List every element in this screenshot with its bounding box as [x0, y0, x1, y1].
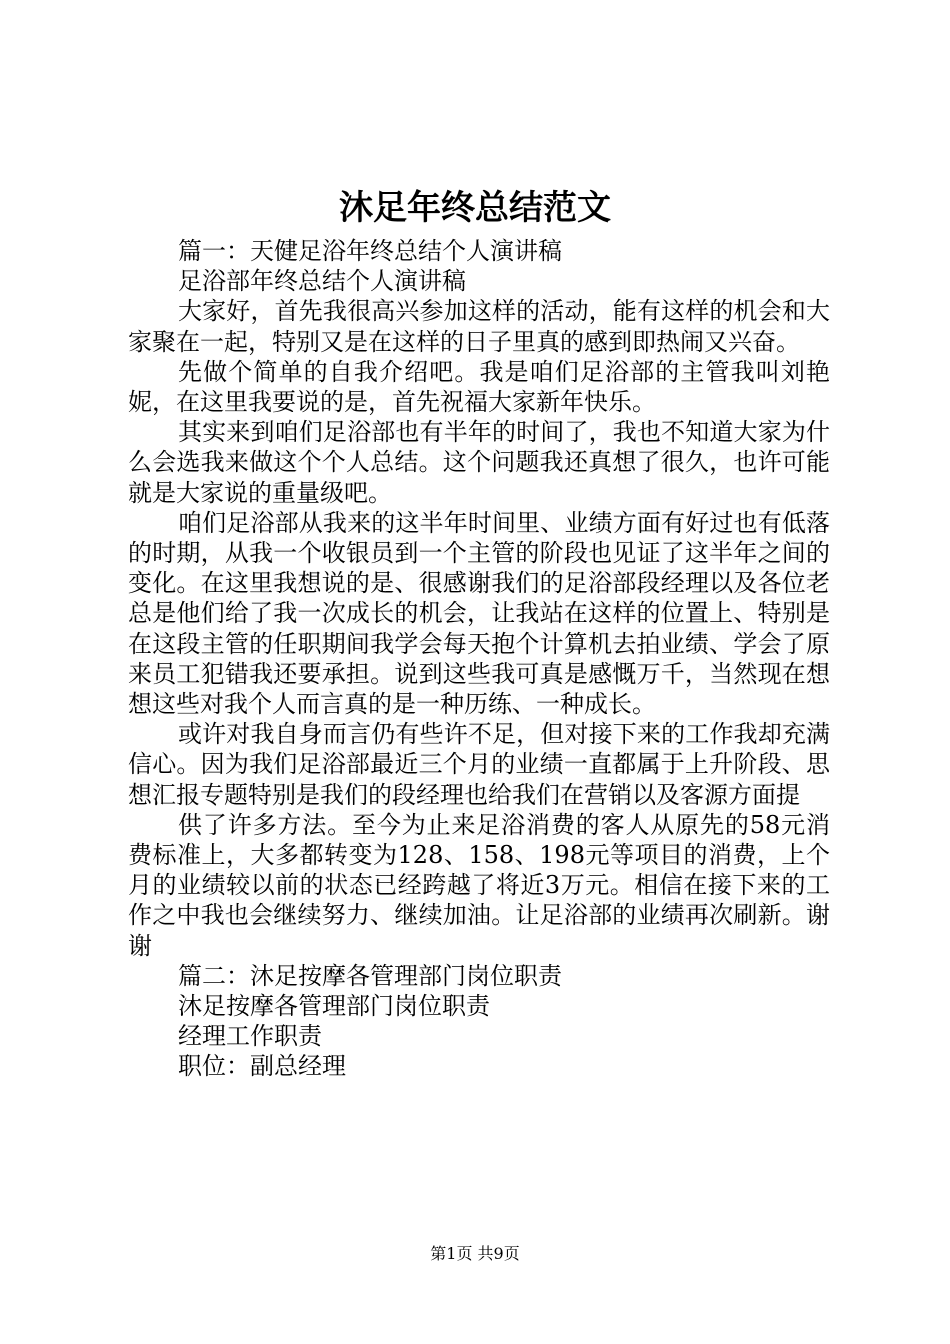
section-heading: 篇一：天健足浴年终总结个人演讲稿 — [178, 237, 562, 265]
paragraph: 先做个简单的自我介绍吧。我是咱们足浴部的主管我叫刘艳妮，在这里我要说的是，首先祝福大家新年快乐。 — [128, 357, 830, 417]
paragraph: 其实来到咱们足浴部也有半年的时间了，我也不知道大家为什么会选我来做这个个人总结。这个问题我还真想了很久，也许可能就是大家说的重量级吧。 — [128, 418, 830, 507]
section-heading: 篇二：沐足按摩各管理部门岗位职责 — [178, 961, 562, 990]
page-footer: 第1页 共9页 — [430, 1244, 520, 1263]
document-body — [128, 236, 830, 1082]
subheading: 沐足按摩各管理部门岗位职责 — [178, 992, 490, 1021]
paragraph: 大家好，首先我很高兴参加这样的活动，能有这样的机会和大家聚在一起，特别又是在这样的日子里真的感到即热闹又兴奋。 — [128, 297, 830, 356]
paragraph: 咱们足浴部从我来的这半年时间里、业绩方面有好过也有低落的时期，从我一个收银员到一个主管的阶段也见证了这半年之间的变化。在这里我想说的是、很感谢我们的足浴部段经理以及各位老总是他们给了我一次成长的机会，让我站在这样的位置上、特别是在这段主管的任职期间我学会每天抱个计算机去拍业绩、学会了原来员工犯错我还要承担。说到这些我可真是感慨万千，当然现在想想这些对我个人而言真的是一种历练、一种成长。 — [128, 508, 830, 719]
paragraph: 或许对我自身而言仍有些许不足，但对接下来的工作我却充满信心。因为我们足浴部最近三个月的业绩一直都属于上升阶段、思想汇报专题特别是我们的段经理也给我们在营销以及客源方面提 — [128, 720, 830, 809]
document-title: 沐足年终总结范文 — [339, 188, 611, 228]
subheading: 足浴部年终总结个人演讲稿 — [178, 267, 466, 296]
paragraph: 供了许多方法。至今为止来足浴消费的客人从原先的58元消费标准上，大多都转变为128、158、198元等项目的消费，上个月的业绩较以前的状态已经跨越了将近3万元。相信在接下来的工作之中我也会继续努力、继续加油。让足浴部的业绩再次刷新。谢谢 — [128, 810, 830, 960]
paragraph: 职位：副总经理 — [178, 1052, 346, 1081]
subheading: 经理工作职责 — [178, 1022, 322, 1051]
